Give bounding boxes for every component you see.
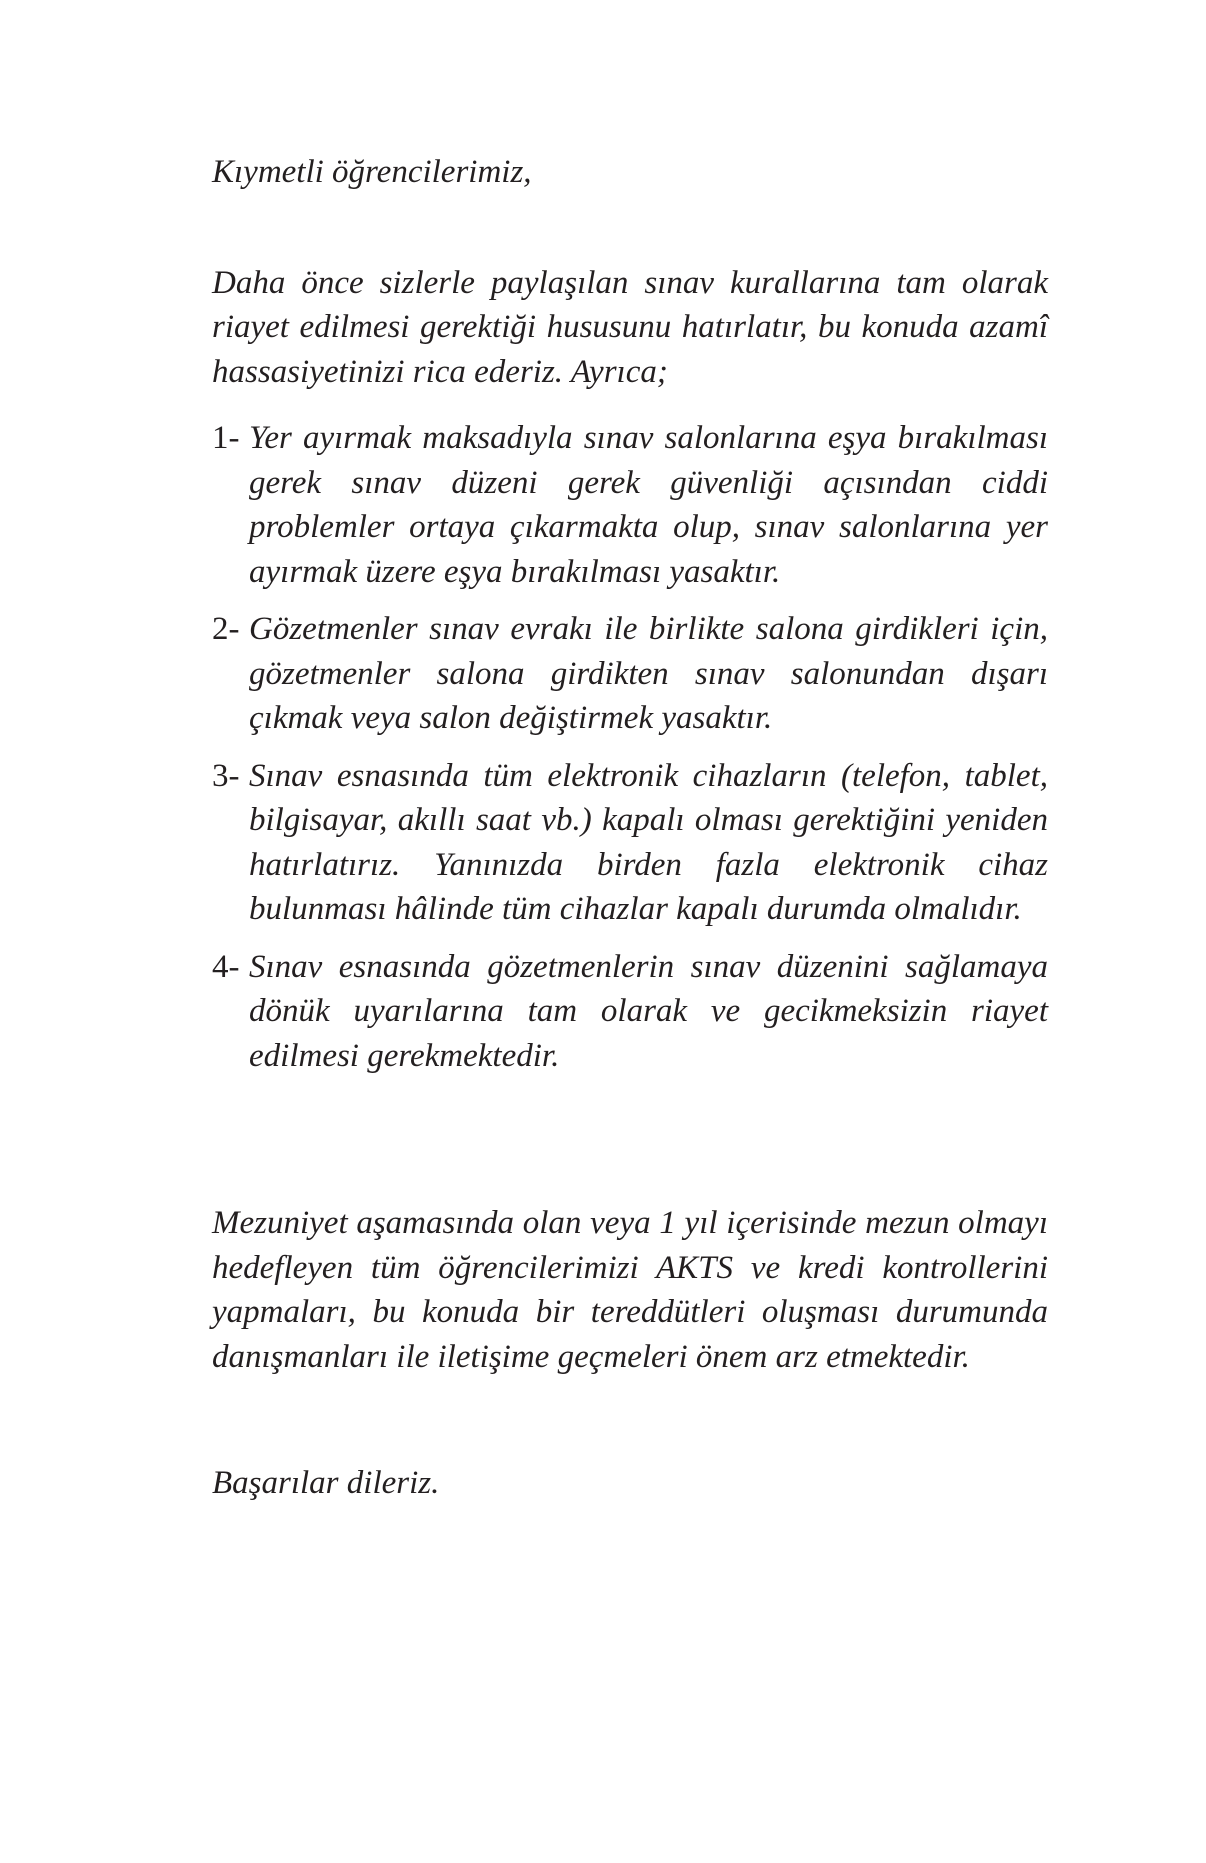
rule-number: 3-: [212, 757, 240, 794]
rule-item: [212, 607, 1048, 741]
intro-paragraph: Daha önce sizlerle paylaşılan sınav kurallarına tam olarak riayet edilmesi gerektiği hususunu hatırlatır, bu konuda azamî hassasiyetinizi rica ederiz. Ayrıca;: [212, 264, 1048, 390]
rule-number: 4-: [212, 948, 240, 985]
graduation-paragraph: Mezuniyet aşamasında olan veya 1 yıl içerisinde mezun olmayı hedefleyen tüm öğrencilerimizi AKTS ve kredi kontrollerini yapmaları, bu konuda bir tereddütleri oluşması durumunda danışmanları ile iletişime geçmeleri önem arz etmektedir.: [212, 1205, 1048, 1375]
rule-number: 2-: [212, 611, 240, 647]
rule-item: [212, 945, 1048, 1079]
rule-item: [212, 416, 1048, 594]
rule-text: Yer ayırmak maksadıyla sınav salonlarına eşya bırakılması gerek sınav düzeni gerek güvenliği açısından ciddi problemler ortaya çıkarmakta olup, sınav salonlarına yer ayırmak üzere eşya bırakılması yasaktır.: [249, 420, 1048, 590]
closing-line: Başarılar dileriz.: [212, 1465, 440, 1501]
rule-number: 1-: [212, 420, 240, 456]
rule-text: Gözetmenler sınav evrakı ile birlikte salona girdikleri için, gözetmenler salona girdikten sınav salonundan dışarı çıkmak veya salon değiştirmek yasaktır.: [249, 611, 1048, 736]
rule-text: Sınav esnasında tüm elektronik cihazların (telefon, tablet, bilgisayar, akıllı saat vb.) kapalı olması gerektiğini yeniden hatırlatırız. Yanınızda birden fazla elektronik cihaz bulunması hâlinde tüm cihazlar kapalı durumda olmalıdır.: [249, 757, 1048, 927]
salutation: Kıymetli öğrencilerimiz,: [212, 154, 532, 190]
rule-item: [212, 754, 1048, 932]
rule-text: Sınav esnasında gözetmenlerin sınav düzenini sağlamaya dönük uyarılarına tam olarak ve gecikmeksizin riayet edilmesi gerekmektedir.: [249, 948, 1048, 1074]
rules-list: [212, 416, 1048, 1078]
